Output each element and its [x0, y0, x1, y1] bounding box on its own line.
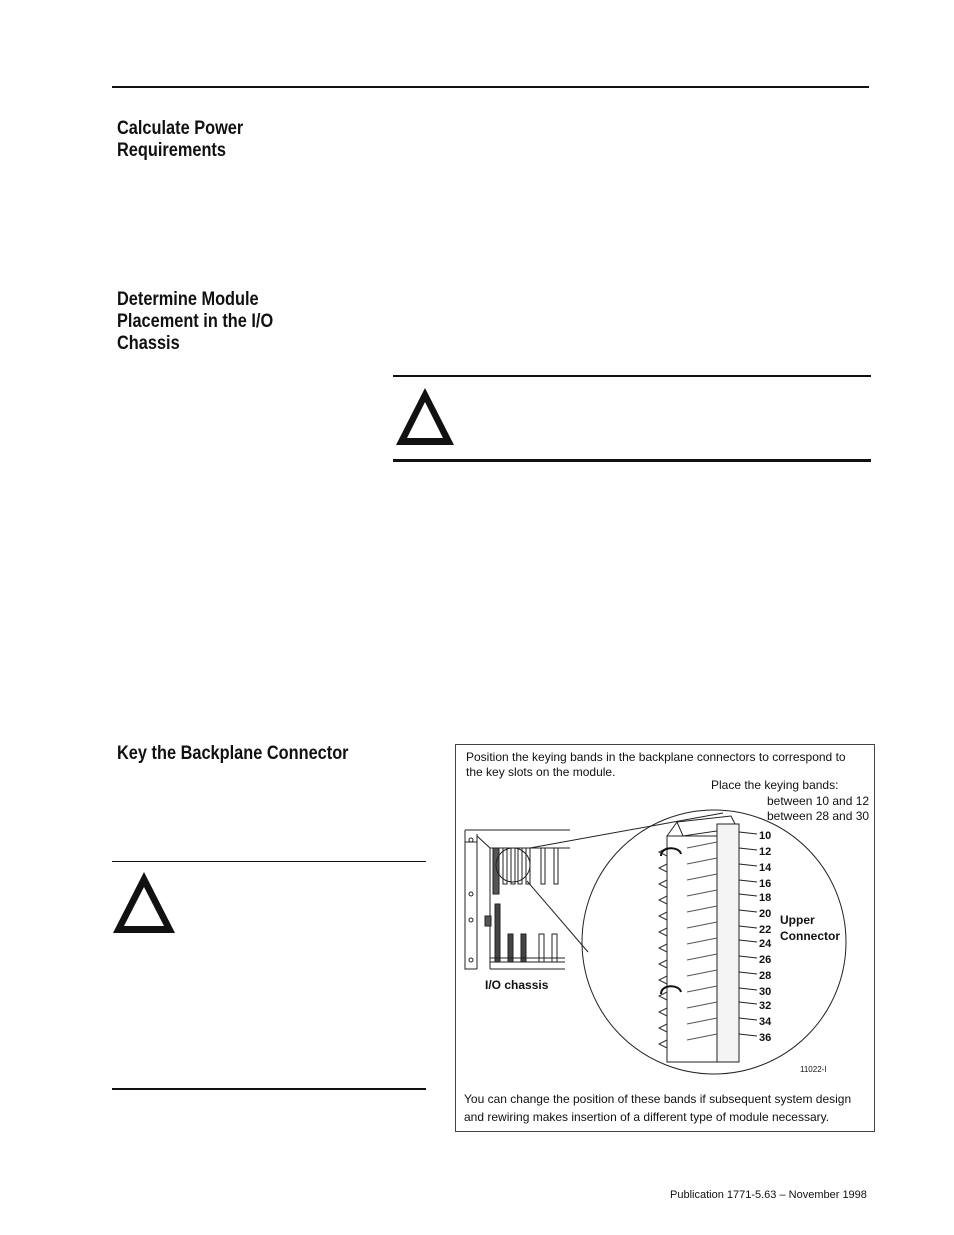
warning-triangle-icon [391, 382, 459, 450]
pin-number: 10 [759, 830, 772, 842]
figure-caption-line: Position the keying bands in the backplane connectors to correspond to [466, 750, 846, 764]
top-rule [112, 86, 869, 88]
pin-number: 24 [759, 938, 772, 950]
attention-rule-bottom [112, 1088, 426, 1090]
pin-number: 26 [759, 954, 772, 966]
heading-line: Calculate Power [117, 118, 244, 139]
pin-number: 28 [759, 970, 772, 982]
heading-line: Key the Backplane Connector [117, 743, 349, 764]
heading-calculate-power [117, 118, 243, 162]
figure-caption-line: the key slots on the module. [466, 765, 616, 779]
heading-line: Chassis [117, 333, 180, 354]
pin-number: 12 [759, 846, 772, 858]
pin-number: 34 [759, 1016, 772, 1028]
pin-number: 14 [759, 862, 772, 874]
heading-line: Determine Module [117, 289, 259, 310]
warning-triangle-icon [110, 868, 178, 936]
publication-footer: Publication 1771-5.63 – November 1998 [670, 1189, 867, 1201]
pin-number: 16 [759, 878, 772, 890]
pin-number-labels [759, 830, 772, 1044]
upper-connector-drawing [659, 816, 757, 1062]
upper-connector-label: Upper [780, 913, 815, 927]
heading-key-backplane [117, 743, 349, 765]
place-bands-label: Place the keying bands: [711, 778, 839, 792]
band-range-label: between 10 and 12 [767, 794, 870, 808]
figure-note-line: You can change the position of these bands if subsequent system design [464, 1092, 852, 1106]
heading-line: Requirements [117, 140, 226, 161]
pin-number: 18 [759, 892, 772, 904]
figure-note-line: and rewiring makes insertion of a different type of module necessary. [464, 1110, 830, 1124]
chassis-drawing [465, 830, 570, 969]
attention-rule-bottom [393, 459, 871, 462]
connector-illustration [455, 744, 875, 1132]
figure-id: 11022-I [800, 1065, 827, 1074]
heading-line: Placement in the I/O [117, 311, 274, 332]
upper-connector-label: Connector [780, 929, 840, 943]
attention-rule-top [393, 375, 871, 377]
pin-number: 32 [759, 1000, 772, 1012]
pin-number: 36 [759, 1032, 772, 1044]
pin-number: 22 [759, 924, 772, 936]
heading-module-placement [117, 289, 273, 355]
chassis-label: I/O chassis [485, 978, 549, 992]
pin-number: 20 [759, 908, 772, 920]
pin-number: 30 [759, 986, 772, 998]
attention-rule-top [112, 861, 426, 862]
band-range-label: between 28 and 30 [767, 809, 870, 823]
